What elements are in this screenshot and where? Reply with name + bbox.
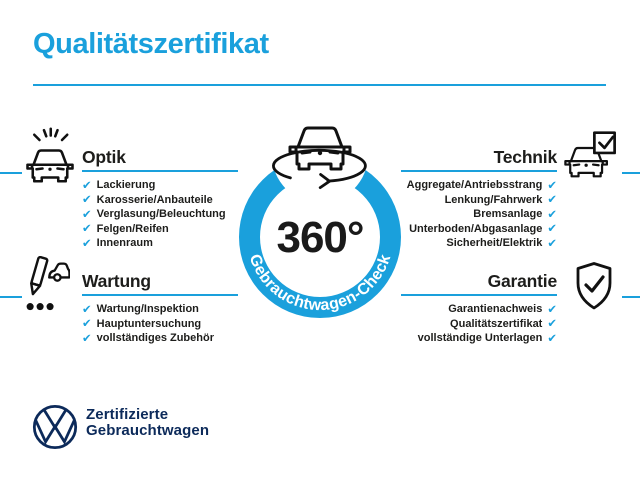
check-item <box>82 207 238 222</box>
check-item <box>401 207 557 222</box>
section-title: Technik <box>493 147 557 167</box>
check-item <box>82 331 238 346</box>
check-item <box>401 236 557 251</box>
section-divider <box>401 294 557 296</box>
check-icon: ✔ <box>547 235 557 250</box>
check-icon: ✔ <box>547 177 557 192</box>
check-item <box>401 317 557 332</box>
badge-degree-label: 360° <box>276 213 364 262</box>
check-icon: ✔ <box>82 330 92 345</box>
check-item-label: Felgen/Reifen <box>96 222 169 235</box>
check-item-label: Garantienachweis <box>448 303 543 316</box>
check-icon: ✔ <box>547 301 557 316</box>
section-technik <box>401 147 557 251</box>
check-item <box>401 193 557 208</box>
check-item <box>401 302 557 317</box>
check-item-label: Hauptuntersuchung <box>96 317 202 330</box>
edge-line-stub <box>0 172 22 174</box>
check-icon: ✔ <box>82 235 92 250</box>
check-item-label: vollständiges Zubehör <box>96 332 214 345</box>
check-item-label: Sicherheit/Elektrik <box>446 237 543 250</box>
car-shine-icon <box>26 127 74 186</box>
section-divider <box>82 170 238 172</box>
section-title: Optik <box>82 147 126 167</box>
shield-check-icon <box>574 261 614 311</box>
edge-line-stub <box>622 172 640 174</box>
page-title: Qualitätszertifikat <box>33 28 269 60</box>
car-checkbox-icon <box>564 131 618 185</box>
check-item <box>82 178 238 193</box>
check-icon: ✔ <box>82 177 92 192</box>
check-icon: ✔ <box>82 316 92 330</box>
check-item <box>82 236 238 251</box>
check-item <box>82 317 238 332</box>
check-item-label: vollständige Unterlagen <box>417 332 543 345</box>
check-item-label: Karosserie/Anbauteile <box>96 193 213 206</box>
check-item-label: Wartung/Inspektion <box>96 303 199 316</box>
check-item <box>82 222 238 237</box>
checklist <box>401 178 557 251</box>
checklist <box>82 178 238 251</box>
checklist <box>401 302 557 346</box>
check-item-label: Bremsanlage <box>473 208 543 221</box>
check-item <box>401 222 557 237</box>
check-item <box>401 331 557 346</box>
check-icon: ✔ <box>82 301 92 316</box>
check-item <box>82 302 238 317</box>
check-item-label: Qualitätszertifikat <box>450 317 543 330</box>
section-divider <box>401 170 557 172</box>
check-icon: ✔ <box>547 330 557 345</box>
check-icon: ✔ <box>547 316 557 330</box>
edge-line-stub <box>0 296 22 298</box>
header-divider <box>33 84 606 86</box>
section-wartung <box>82 271 238 346</box>
section-optik <box>82 147 238 251</box>
check-icon: ✔ <box>547 221 557 235</box>
brand-wordmark <box>86 407 209 438</box>
section-title: Garantie <box>487 271 557 291</box>
check-icon: ✔ <box>547 206 557 221</box>
check-item-label: Innenraum <box>96 237 153 250</box>
section-divider <box>82 294 238 296</box>
checklist <box>82 302 238 346</box>
section-title: Wartung <box>82 271 151 291</box>
check-item-label: Verglasung/Beleuchtung <box>96 208 226 221</box>
vw-logo <box>31 403 79 456</box>
check-icon: ✔ <box>82 206 92 221</box>
check-item-label: Lackierung <box>96 179 156 192</box>
badge-ring-label: Gebrauchtwagen-Check <box>245 252 395 315</box>
section-garantie <box>401 271 557 346</box>
brand-line2: Gebrauchtwagen <box>86 421 210 439</box>
check-item <box>82 193 238 208</box>
check-item-label: Lenkung/Fahrwerk <box>444 193 543 206</box>
badge-360-check <box>225 113 415 328</box>
check-item-label: Unterboden/Abgasanlage <box>409 222 543 235</box>
brand-line1: Zertifizierte <box>86 406 169 423</box>
check-icon: ✔ <box>82 192 92 206</box>
check-icon: ✔ <box>82 221 92 235</box>
check-icon: ✔ <box>547 192 557 206</box>
pencil-car-icon <box>24 256 70 315</box>
check-item <box>401 178 557 193</box>
check-item-label: Aggregate/Antriebsstrang <box>406 179 543 192</box>
edge-line-stub <box>622 296 640 298</box>
